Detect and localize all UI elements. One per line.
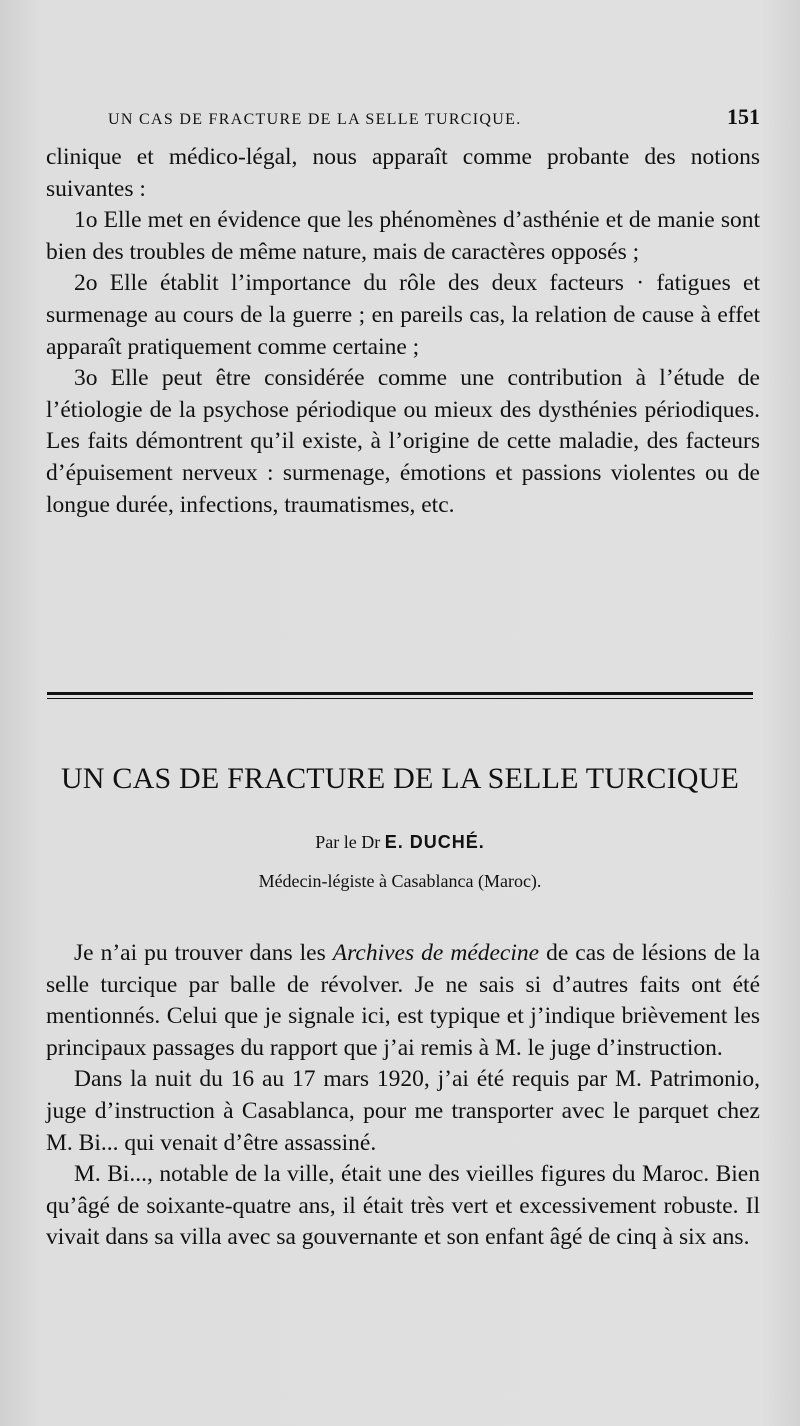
running-title: UN CAS DE FRACTURE DE LA SELLE TURCIQUE. <box>108 111 522 128</box>
page-number: 151 <box>727 104 760 129</box>
author-affiliation: Médecin-légiste à Casablanca (Maroc). <box>258 871 542 891</box>
section-divider <box>47 692 753 699</box>
divider-thick-line <box>47 692 753 695</box>
p1-before: Je n’ai pu trouver dans les <box>74 940 333 966</box>
conclusion-point-2: 2o Elle établit l’importance du rôle des deux facteurs · fatigues et surmenage au cours de la guerre ; en pareils cas, la relation de cause à effet apparaît pratiquement comme certaine ; <box>46 270 760 360</box>
conclusion-intro: clinique et médico-légal, nous apparaît comme probante des notions suivantes : <box>46 144 760 202</box>
article-title: UN CAS DE FRACTURE DE LA SELLE TURCIQUE <box>60 762 740 795</box>
journal-name: Archives de médecine <box>332 940 540 966</box>
conclusion-point-1: 1o Elle met en évidence que les phénomènes d’asthénie et de manie sont bien des troubles de même nature, mais de caractères opposés ; <box>46 207 760 265</box>
article-paragraph-1 <box>46 938 760 1064</box>
author-byline <box>0 832 800 853</box>
previous-article-conclusion <box>46 142 760 521</box>
article-body <box>46 938 760 1254</box>
author-name: E. DUCHÉ. <box>384 832 485 852</box>
byline-prefix: Par le Dr <box>315 832 385 852</box>
article-paragraph-3: M. Bi..., notable de la ville, était une des vieilles figures du Maroc. Bien qu’âgé de soixante-quatre ans, il était très vert et excessivement robuste. Il vivait dans sa villa avec sa gouvernante et son enfant âgé de cinq à six ans. <box>46 1161 760 1251</box>
divider-thin-line <box>47 698 753 699</box>
article-paragraph-2: Dans la nuit du 16 au 17 mars 1920, j’ai été requis par M. Patrimonio, juge d’instruction à Casablanca, pour me transporter avec le parquet chez M. Bi... qui venait d’être assassiné. <box>46 1066 760 1156</box>
conclusion-point-3: 3o Elle peut être considérée comme une contribution à l’étude de l’étiologie de la psychose périodique ou mieux des dysthénies périodiques. Les faits démontrent qu’il existe, à l’origine de cette maladie, des facteurs d’épuisement nerveux : surmenage, émotions et passions violentes ou de longue durée, infections, traumatismes, etc. <box>46 365 760 518</box>
p1-after: de cas de lésions de la selle turcique par balle de révolver. Je ne sais si d’autres faits ont été mentionnés. Celui que je signale ici, est typique et j’indique brièvement les principaux passages du rapport que j’ai remis à M. le juge d’instruction. <box>46 940 760 1061</box>
running-header <box>108 104 760 130</box>
